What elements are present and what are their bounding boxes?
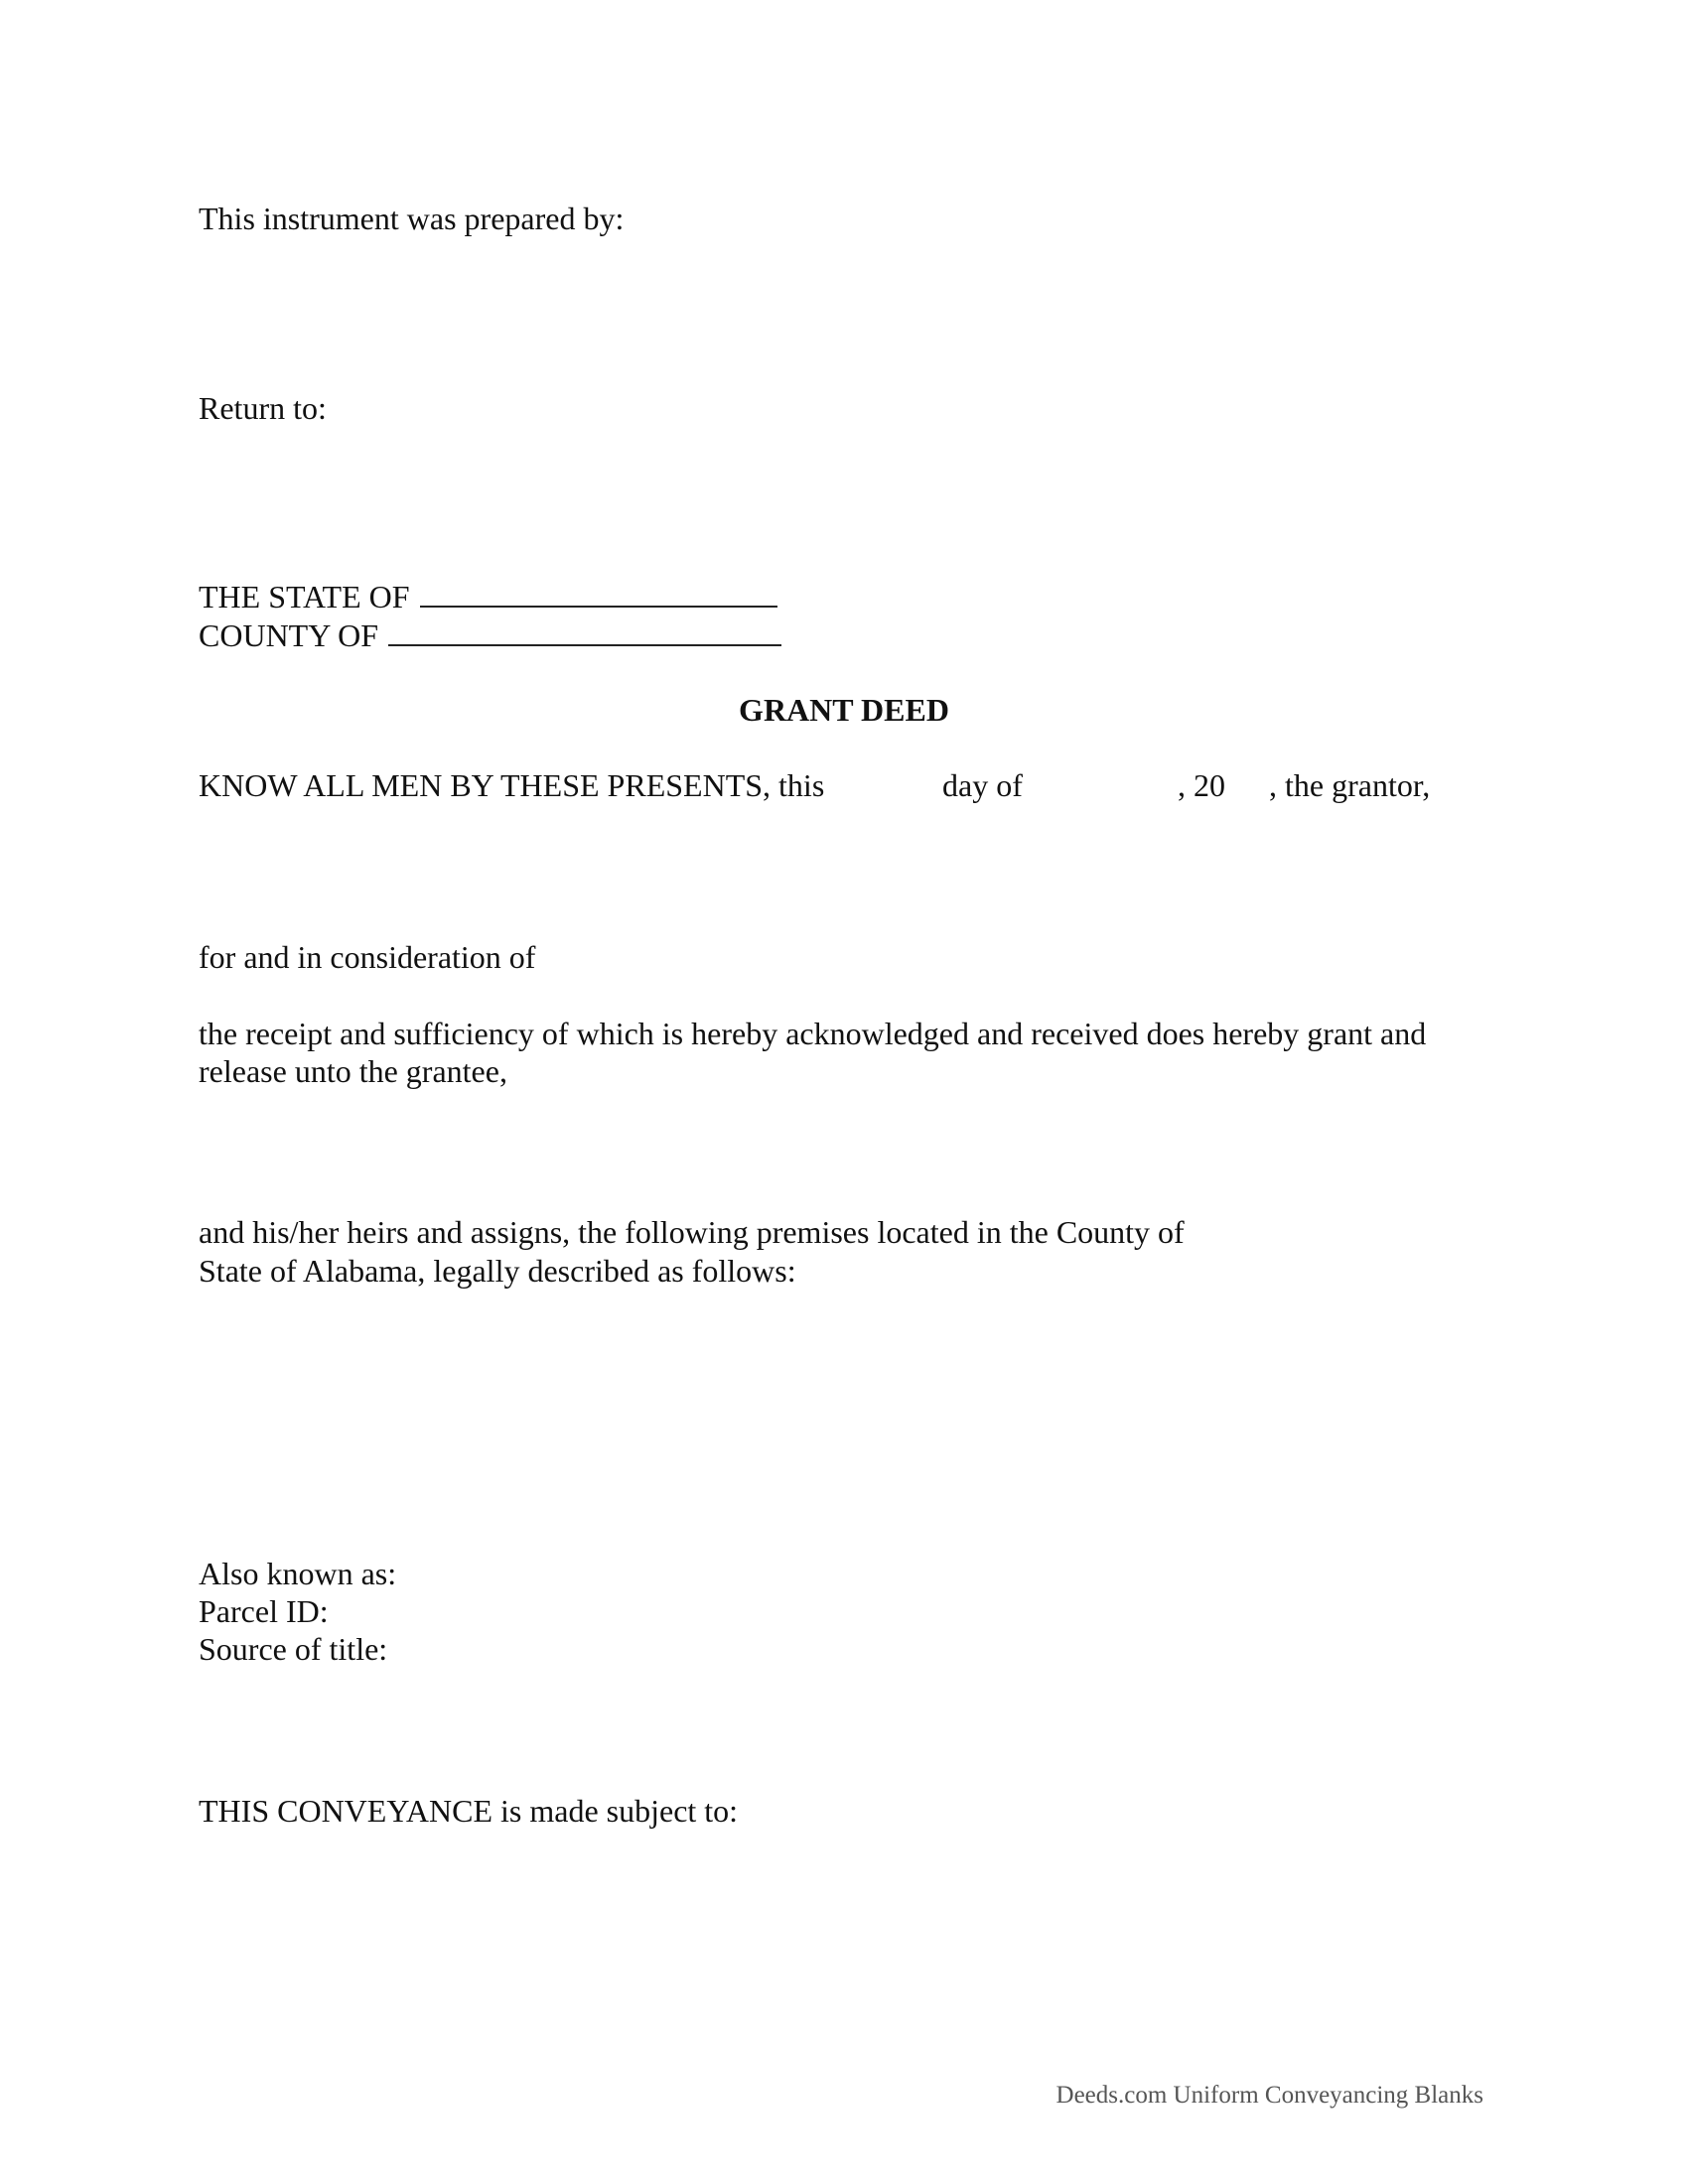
- year-prefix-text: , 20: [1178, 767, 1225, 803]
- document-title: GRANT DEED: [739, 692, 949, 728]
- grantor-text: , the grantor,: [1269, 767, 1431, 803]
- return-to-label: Return to:: [199, 390, 327, 426]
- know-all-men-text: KNOW ALL MEN BY THESE PRESENTS, this: [199, 767, 825, 803]
- parcel-id-label: Parcel ID:: [199, 1593, 329, 1629]
- county-of-label: COUNTY OF: [199, 617, 379, 653]
- heirs-line-1: and his/her heirs and assigns, the following premises located in the County of: [199, 1214, 1185, 1250]
- consideration-text: for and in consideration of: [199, 939, 536, 975]
- footer-text: Deeds.com Uniform Conveyancing Blanks: [1055, 2082, 1483, 2109]
- heirs-line-2: State of Alabama, legally described as follows:: [199, 1253, 796, 1289]
- state-of-row: [199, 578, 777, 615]
- county-blank-line[interactable]: [388, 618, 781, 646]
- receipt-line-1: the receipt and sufficiency of which is hereby acknowledged and received does hereby grant and: [199, 1016, 1427, 1051]
- source-of-title-label: Source of title:: [199, 1631, 388, 1667]
- receipt-line-2: release unto the grantee,: [199, 1053, 507, 1089]
- also-known-as-label: Also known as:: [199, 1556, 397, 1591]
- county-of-row: [199, 616, 781, 654]
- day-of-text: day of: [942, 767, 1023, 803]
- state-blank-line[interactable]: [420, 580, 777, 608]
- state-of-label: THE STATE OF: [199, 579, 410, 614]
- conveyance-text: THIS CONVEYANCE is made subject to:: [199, 1793, 739, 1829]
- prepared-by-label: This instrument was prepared by:: [199, 201, 625, 236]
